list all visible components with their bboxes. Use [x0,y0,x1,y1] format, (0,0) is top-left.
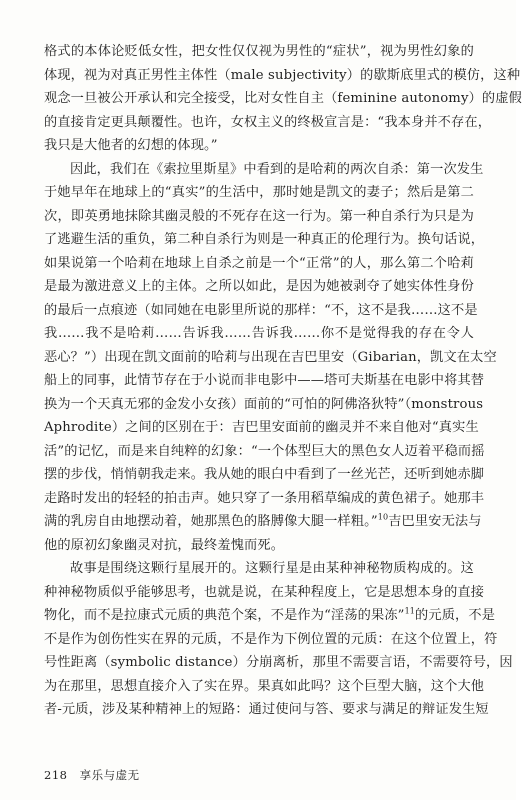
text-line [44,369,485,393]
line-text: 换为一个天真无邪的金发小女孩）面前的“可怕的阿佛洛狄特”（monstrous [44,396,484,412]
paragraph [44,40,522,158]
paragraph [44,557,513,722]
line-text: 不是作为创伤性实在界的元质，不是作为下例位置的元质：在这个位置上，符 [44,631,498,647]
text-line [44,205,474,229]
line-text: 因此，我们在《索拉里斯星》中看到的是哈莉的两次自杀：第一次发生 [70,161,484,177]
line-text: 于她早年在地球上的“真实”的生活中，那时她是凯文的妻子；然后是第二 [44,185,474,200]
page-footer [44,767,140,783]
text-line [44,557,474,581]
footnote-marker[interactable]: 11 [404,606,416,616]
line-text: 为在那里，思想直接介入了实在界。果真如此吗？这个巨型大脑，这个大他 [44,678,485,694]
page-number: 218 [44,768,68,782]
text-line [44,134,474,158]
line-text-tail: 的元质，不是 [415,608,496,623]
line-text: 是最为激进意义上的主体。之所以如此，是因为她被剥夺了她实体性身份 [44,279,474,294]
text-line [44,698,489,722]
paragraph [44,158,497,558]
text-line [44,581,485,605]
line-text: 如果说第一个哈莉在地球上自杀之前是一个“正常”的人，那么第二个哈莉 [44,255,474,271]
text-line [44,651,513,675]
text-line [44,346,497,370]
text-line [44,111,492,135]
line-text-tail: 吉巴里安无法与 [388,514,482,529]
text-line [44,604,496,628]
line-text: 活”的记忆，而是来自纯粹的幻象：“一个体型巨大的黑色女人迈着平稳而摇 [44,443,485,459]
body-text [44,40,522,722]
text-line [44,181,474,205]
running-title: 享乐与虚无 [79,768,140,782]
text-line [44,64,521,88]
text-line [44,534,474,558]
line-text: 物化，而不是拉康式元质的典范个案，不是作为“淫荡的果冻” [44,608,405,623]
line-text: 号性距离（symbolic distance）分崩离析，那里不需要言语，不需要符号，因 [44,655,513,670]
line-text: 故事是围绕这颗行星展开的。这颗行星是由某种神秘物质构成的。这 [70,561,474,576]
line-text: 走路时发出的轻轻的拍击声。她只穿了一条用稻草编成的黄色裙子。她那丰 [44,490,485,506]
line-text: 满的乳房自由地摆动着，她那黑色的胳膊像大腿一样粗。” [44,514,378,529]
line-text: 我只是大他者的幻想的体现。” [44,138,218,153]
line-text: 船上的同事，此情节存在于小说而非电影中——塔可夫斯基在电影中将其替 [44,373,485,388]
line-text: 的最后一点痕迹（如同她在电影里所说的那样：“不，这不是我……这不是 [44,302,478,318]
text-line [44,40,474,64]
line-text: 观念一旦被公开承认和完全接受，比对女性自主（feminine autonomy）的虚假 [44,91,522,106]
text-line [44,510,482,534]
line-text: 体现，视为对真正男性主体性（male subjectivity）的歇斯底里式的模仿，这种 [44,67,521,83]
footnote-marker[interactable]: 10 [377,512,389,522]
text-line [44,628,498,652]
text-line [44,487,485,511]
text-line [44,299,478,323]
text-line [44,275,474,299]
line-text: 摆的步伐，悄悄朝我走来。我从她的眼白中看到了一丝光芒，还听到她赤脚 [44,467,485,482]
line-text: 了逃避生活的重负，第二种自杀行为则是一种真正的伦理行为。换句话说， [44,232,485,247]
line-text: 的直接肯定更具颠覆性。也许，女权主义的终极宣言是：“我本身并不存在， [44,114,492,130]
text-line [44,463,485,487]
text-line [44,87,522,111]
text-line [44,252,474,276]
text-line [44,416,479,440]
text-line [44,158,484,182]
line-text: 格式的本体论贬低女性，把女性仅仅视为男性的“症状”，视为男性幻象的 [44,44,474,59]
line-text: 者-元质，涉及某种精神上的短路：通过使问与答、要求与满足的辩证发生短 [44,702,489,717]
text-line [44,393,484,417]
line-text: 他的原初幻象幽灵对抗，最终羞愧而死。 [44,537,285,553]
text-line [44,322,474,346]
line-text: Aphrodite）之间的区别在于：吉巴里安面前的幽灵并不来自他对“真实生 [44,420,479,435]
line-text: 恶心？”）出现在凯文面前的哈莉与出现在吉巴里安（Gibarian，凯文在太空 [44,349,497,365]
text-line [44,675,485,699]
text-line [44,228,485,252]
line-text: 我……我不是哈莉……告诉我……告诉我……你不是觉得我的存在令人 [44,326,474,341]
line-text: 次，即英勇地抹除其幽灵般的不死存在这一行为。第一种自杀行为只是为 [44,208,474,224]
line-text: 种神秘物质似乎能够思考，也就是说，在某种程度上，它是思想本身的直接 [44,584,485,600]
text-line [44,440,485,464]
